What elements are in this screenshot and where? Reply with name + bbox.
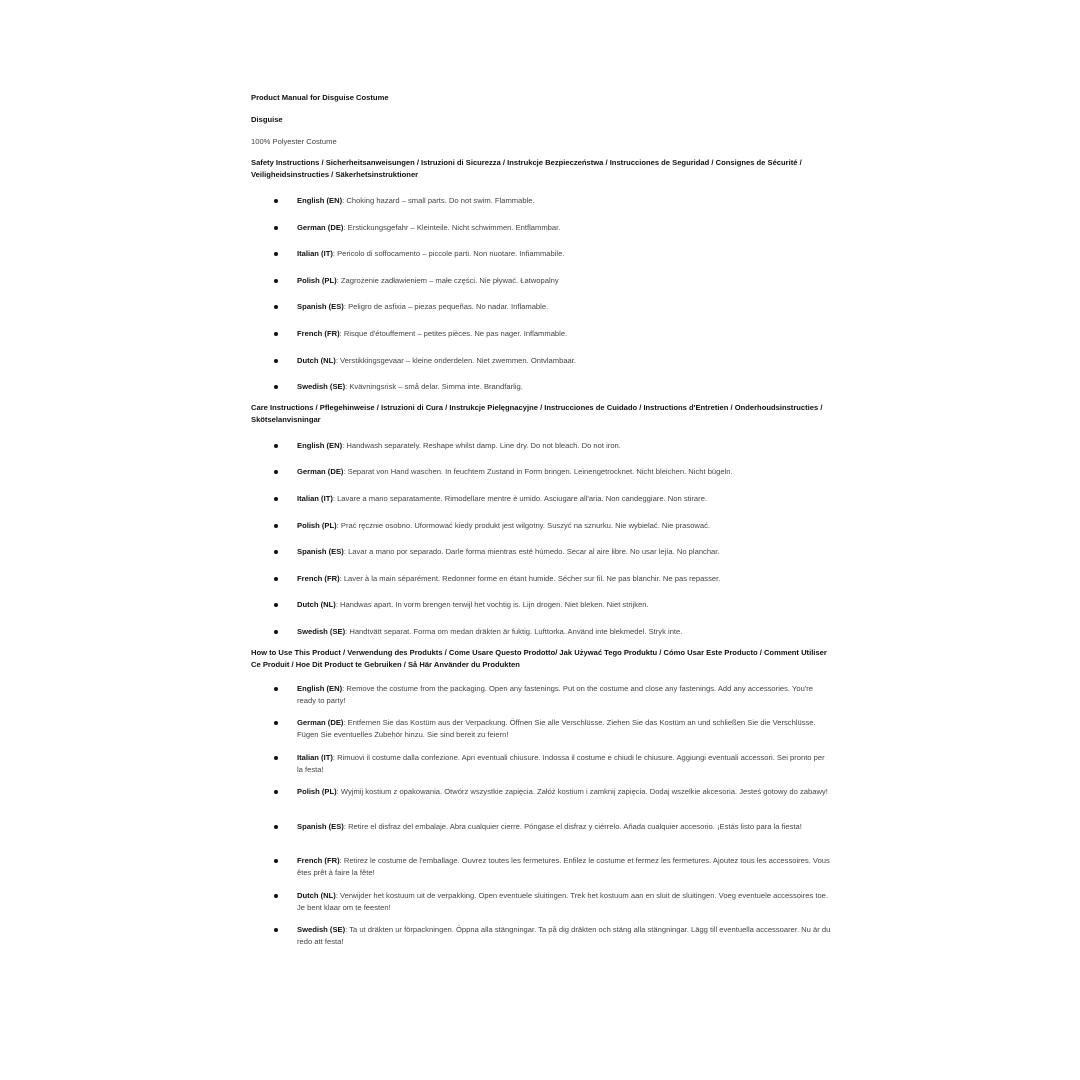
bullet-icon (274, 550, 278, 554)
bullet-icon (274, 199, 278, 203)
language-label: Italian (IT) (297, 752, 333, 762)
bullet-icon (274, 928, 278, 932)
list-item (251, 355, 831, 382)
language-label: Polish (PL) (297, 275, 337, 285)
instruction-text: : Lavare a mano separatamente. Rimodellare mentre è umido. Asciugare all'aria. Non candeggiare. Non stirare. (332, 493, 708, 503)
instruction-text: : Handwash separately. Reshape whilst damp. Line dry. Do not bleach. Do not iron. (342, 440, 621, 450)
list-item (251, 440, 831, 467)
bullet-icon (274, 252, 278, 256)
list-item (251, 717, 831, 752)
instruction-text: : Remove the costume from the packaging. Open any fastenings. Put on the costume and close any fastenings. Add any accessories. You're ready to party! (297, 683, 813, 705)
language-label: Dutch (NL) (297, 890, 336, 900)
language-label: French (FR) (297, 856, 340, 865)
instruction-text: : Rimuovi il costume dalla confezione. Apri eventuali chiusure. Indossa il costume e chiudi le chiusure. Aggiungi eventuali accessori. Sei pronto per la festa! (297, 752, 825, 774)
language-label: Swedish (SE) (297, 925, 346, 934)
bullet-icon (274, 385, 278, 389)
bullet-icon (274, 305, 278, 309)
language-label: French (FR) (297, 328, 340, 338)
language-label: Swedish (SE) (297, 626, 346, 636)
instruction-text: : Prać ręcznie osobno. Uformować kiedy produkt jest wilgotny. Suszyć na sznurku. Nie wybielać. Nie prasować. (336, 520, 711, 530)
list-item (251, 520, 831, 547)
document-title: Product Manual for Disguise Costume (251, 93, 389, 102)
instruction-text: : Zagrożenie zadławieniem – małe części. Nie pływać. Łatwopalny (336, 275, 559, 285)
language-label: Swedish (SE) (297, 382, 346, 392)
instruction-text: : Handtvätt separat. Forma om medan dräkten är fuktig. Lufttorka. Använd inte blekmedel. Stryk inte. (345, 626, 683, 636)
list-item (251, 890, 831, 925)
instruction-text: : Entfernen Sie das Kostüm aus der Verpackung. Öffnen Sie alle Verschlüsse. Ziehen Sie das Kostüm an und schließen Sie die Verschlüsse. Fügen Sie eventuelles Zubehör hinzu. Sie sind bereit zu feiern! (297, 718, 816, 739)
bullet-icon (274, 894, 278, 898)
language-label: English (EN) (297, 196, 343, 205)
instruction-text: : Ta ut dräkten ur förpackningen. Öppna alla stängningar. Ta på dig dräkten och stäng alla stängningar. Lägg till eventuella accessoarer. Nu är du redo att festa! (297, 925, 831, 946)
language-label: Spanish (ES) (297, 302, 344, 312)
list-item (251, 599, 831, 626)
list-item (251, 381, 831, 408)
language-label: French (FR) (297, 573, 340, 583)
language-label: Spanish (ES) (297, 547, 344, 557)
list-item (251, 855, 831, 890)
language-label: Spanish (ES) (297, 821, 344, 831)
instruction-text: : Separat von Hand waschen. In feuchtem Zustand in Form bringen. Leinengetrocknet. Nicht bleichen. Nicht bügeln. (343, 467, 733, 477)
language-label: Dutch (NL) (297, 355, 336, 365)
care-list (251, 440, 831, 653)
list-item (251, 301, 831, 328)
language-label: Polish (PL) (297, 520, 337, 530)
list-item (251, 493, 831, 520)
document-page (251, 92, 831, 959)
instruction-text: : Lavar a mano por separado. Darle forma mientras esté húmedo. Secar al aire libre. No usar lejía. No planchar. (343, 547, 720, 557)
bullet-icon (274, 721, 278, 725)
language-label: English (EN) (297, 440, 343, 450)
instruction-text: : Peligro de asfixia – piezas pequeñas. No nadar. Inflamable. (343, 302, 549, 312)
usage-heading: How to Use This Product / Verwendung des Produkts / Come Usare Questo Prodotto/ Jak Używać Tego Produktu / Cómo Usar Este Producto / Comment Utiliser Ce Produit / Hoe Dit Product te Gebruiken / Så Här Använder du Produkten (251, 647, 827, 669)
instruction-text: : Risque d'étouffement – petites pièces. Ne pas nager. Inflammable. (339, 328, 568, 338)
bullet-icon (274, 790, 278, 794)
instruction-text: : Wyjmij kostium z opakowania. Otwórz wszystkie zapięcia. Załóż kostium i zamknij zapięcia. Dodaj wszelkie akcesoria. Jesteś gotowy do zabawy! (336, 787, 828, 796)
brand-name: Disguise (251, 115, 283, 124)
instruction-text: : Pericolo di soffocamento – piccole parti. Non nuotare. Infiammabile. (332, 249, 565, 259)
list-item (251, 821, 831, 856)
language-label: Italian (IT) (297, 493, 333, 503)
bullet-icon (274, 332, 278, 336)
safety-list (251, 195, 831, 408)
bullet-icon (274, 756, 278, 760)
bullet-icon (274, 577, 278, 581)
bullet-icon (274, 687, 278, 691)
bullet-icon (274, 359, 278, 363)
bullet-icon (274, 470, 278, 474)
list-item (251, 222, 831, 249)
list-item (251, 466, 831, 493)
instruction-text: : Laver à la main séparément. Redonner forme en étant humide. Sécher sur fil. Ne pas blanchir. Ne pas repasser. (339, 573, 721, 583)
bullet-icon (274, 524, 278, 528)
list-item (251, 752, 831, 787)
list-item (251, 683, 831, 718)
list-item (251, 786, 831, 821)
bullet-icon (274, 825, 278, 829)
bullet-icon (274, 497, 278, 501)
bullet-icon (274, 630, 278, 634)
instruction-text: : Verwijder het kostuum uit de verpakking. Open eventuele sluitingen. Trek het kostuum aan en sluit de sluitingen. Voeg eventuele accessoires toe. Je bent klaar om te feesten! (297, 890, 829, 912)
bullet-icon (274, 859, 278, 863)
language-label: German (DE) (297, 222, 344, 232)
instruction-text: : Retire el disfraz del embalaje. Abra cualquier cierre. Póngase el disfraz y ciérrelo. Añada cualquier accesorio. ¡Estás listo para la fiesta! (343, 821, 802, 831)
bullet-icon (274, 226, 278, 230)
instruction-text: : Retirez le costume de l'emballage. Ouvrez toutes les fermetures. Enfilez le costume et fermez les fermetures. Ajoutez tous les accessoires. Vous êtes prêt à faire la fête! (297, 856, 830, 877)
bullet-icon (274, 279, 278, 283)
bullet-icon (274, 603, 278, 607)
instruction-text: : Erstickungsgefahr – Kleinteile. Nicht schwimmen. Entflammbar. (343, 222, 561, 232)
language-label: German (DE) (297, 467, 344, 477)
list-item (251, 573, 831, 600)
language-label: Italian (IT) (297, 249, 333, 259)
bullet-icon (274, 444, 278, 448)
list-item (251, 328, 831, 355)
language-label: English (EN) (297, 683, 343, 693)
language-label: German (DE) (297, 718, 344, 727)
instruction-text: : Choking hazard – small parts. Do not swim. Flammable. (342, 196, 535, 205)
list-item (251, 275, 831, 302)
list-item (251, 248, 831, 275)
usage-list (251, 683, 831, 959)
list-item (251, 924, 831, 959)
instruction-text: : Verstikkingsgevaar – kleine onderdelen. Niet zwemmen. Ontvlambaar. (335, 355, 576, 365)
instruction-text: : Kvävningsrisk – små delar. Simma inte. Brandfarlig. (345, 382, 523, 392)
safety-heading: Safety Instructions / Sicherheitsanweisungen / Istruzioni di Sicurezza / Instrukcje Bezpieczeństwa / Instrucciones de Seguridad / Consignes de Sécurité / Veiligheidsinstructies / Säkerhetsinstruktioner (251, 158, 802, 179)
instruction-text: : Handwas apart. In vorm brengen terwijl het vochtig is. Lijn drogen. Niet bleken. Niet strijken. (335, 600, 649, 610)
care-heading: Care Instructions / Pflegehinweise / Istruzioni di Cura / Instrukcje Pielęgnacyjne / Instrucciones de Cuidado / Instructions d'Entretien / Onderhoudsinstructies / Skötselanvisningar (251, 402, 823, 424)
language-label: Polish (PL) (297, 787, 337, 796)
material-info: 100% Polyester Costume (251, 137, 337, 146)
language-label: Dutch (NL) (297, 600, 336, 610)
list-item (251, 626, 831, 653)
list-item (251, 546, 831, 573)
list-item (251, 195, 831, 222)
